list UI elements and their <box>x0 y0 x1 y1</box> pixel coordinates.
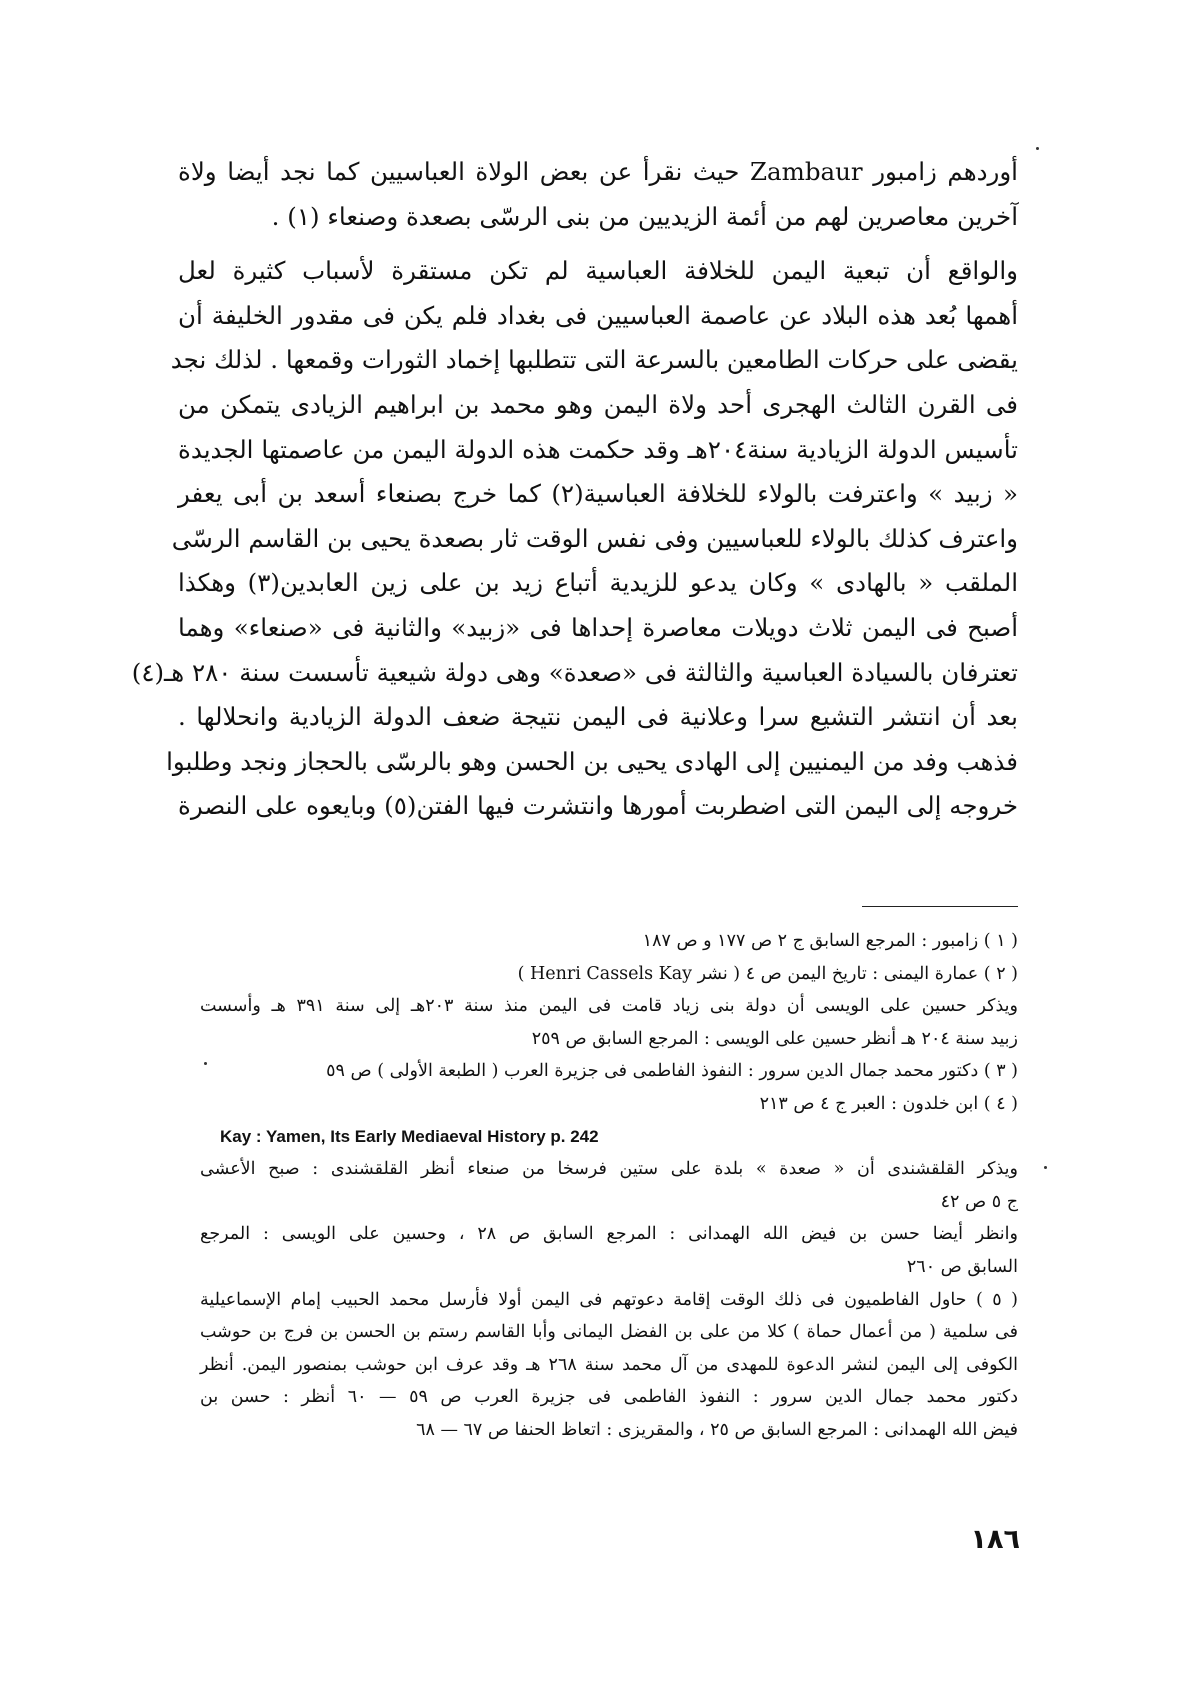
body-line: يقضى على حركات الطامعين بالسرعة التى تتطلبها إخماد الثورات وقمعها . لذلك نجد <box>170 345 1018 375</box>
footnote-reference-latin: Kay : Yamen, Its Early Mediaeval History p. 242 <box>220 1126 599 1146</box>
body-line: تأسيس الدولة الزيادية سنة٢٠٤هـ وقد حكمت هذه الدولة اليمن من عاصمتها الجديدة <box>178 434 1018 464</box>
footnote-line: السابق ص ٢٦٠ <box>906 1256 1018 1277</box>
body-line: فذهب وفد من اليمنيين إلى الهادى يحيى بن الحسن وهو بالرسّى بالحجاز ونجد وطلبوا <box>166 746 1018 776</box>
body-line: أهمها بُعد هذه البلاد عن عاصمة العباسيين فى بغداد فلم يكن فى مقدور الخليفة أن <box>178 300 1018 330</box>
scan-speck <box>204 1062 207 1065</box>
footnote-line: ويذكر القلقشندى أن « صعدة » بلدة على ستين فرسخا من صنعاء أنظر القلقشندى : صبح الأعشى <box>200 1159 1018 1180</box>
body-line: أصبح فى اليمن ثلاث دويلات معاصرة إحداها فى «زبيد» والثانية فى «صنعاء» وهما <box>178 612 1018 642</box>
footnote-line: الكوفى إلى اليمن لنشر الدعوة للمهدى من آل محمد سنة ٢٦٨ هـ وقد عرف ابن حوشب بمنصور اليمن. أنظر <box>200 1354 1018 1375</box>
footnote-line: ( ١ ) زامبور : المرجع السابق ج ٢ ص ١٧٧ و ص ١٨٧ <box>642 931 1018 951</box>
footnotes <box>200 925 1018 1447</box>
body-line: فى القرن الثالث الهجرى أحد ولاة اليمن وهو محمد بن ابراهيم الزيادى يتمكن من <box>178 389 1018 419</box>
body-line: تعترفان بالسيادة العباسية والثالثة فى «صعدة» وهى دولة شيعية تأسست سنة ٢٨٠ هـ(٤) <box>131 657 1018 687</box>
paragraph-gap <box>178 239 1018 249</box>
footnote-line: ( ٣ ) دكتور محمد جمال الدين سرور : النفوذ الفاطمى فى جزيرة العرب ( الطبعة الأولى ) ص ٥٩ <box>326 1061 1018 1082</box>
scan-speck <box>1036 147 1039 150</box>
footnote-line: ويذكر حسين على الويسى أن دولة بنى زياد قامت فى اليمن منذ سنة ٢٠٣هـ إلى سنة ٣٩١ هـ وأسست <box>200 996 1018 1017</box>
page-number: ١٨٦ <box>970 1524 1020 1555</box>
footnote-line: دكتور محمد جمال الدين سرور : النفوذ الفاطمى فى جزيرة العرب ص ٥٩ — ٦٠ أنظر : حسن بن <box>200 1387 1018 1408</box>
body-line: « زبيد » واعترفت بالولاء للخلافة العباسية(٢) كما خرج بصنعاء أسعد بن أبى يعفر <box>178 479 1018 509</box>
body-line: آخرين معاصرين لهم من أئمة الزيديين من بنى الرسّى بصعدة وصنعاء (١) . <box>271 201 1018 231</box>
footnote-line: ( ٢ ) عمارة اليمنى : تاريخ اليمن ص ٤ ( نشر Henri Cassels Kay ) <box>517 963 1018 984</box>
main-text <box>131 150 1019 829</box>
body-line: واعترف كذلك بالولاء للعباسيين وفى نفس الوقت ثار بصعدة يحيى بن القاسم الرسّى <box>171 523 1018 553</box>
body-line: أوردهم زامبور Zambaur حيث نقرأ عن بعض الولاة العباسيين كما نجد أيضا ولاة <box>178 157 1018 186</box>
scan-speck <box>1044 1166 1047 1169</box>
body-line: والواقع أن تبعية اليمن للخلافة العباسية لم تكن مستقرة لأسباب كثيرة لعل <box>178 256 1018 286</box>
footnote-line: ( ٤ ) ابن خلدون : العبر ج ٤ ص ٢١٣ <box>759 1093 1018 1114</box>
footnote-line: ( ٥ ) حاول الفاطميون فى ذلك الوقت إقامة دعوتهم فى اليمن أولا فأرسل محمد الحبيب إمام الإسماعيلية <box>200 1289 1019 1310</box>
footnote-line: فيض الله الهمدانى : المرجع السابق ص ٢٥ ، والمقريزى : اتعاظ الحنفا ص ٦٧ — ٦٨ <box>416 1419 1018 1440</box>
footnote-line: فى سلمية ( من أعمال حماة ) كلا من على بن الفضل اليمانى وأبا القاسم رستم بن الحسن بن فرج بن حوشب <box>200 1322 1018 1343</box>
footnote-line: وانظر أيضا حسن بن فيض الله الهمدانى : المرجع السابق ص ٢٨ ، وحسين على الويسى : المرجع <box>200 1224 1018 1245</box>
footnote-line: زبيد سنة ٢٠٤ هـ أنظر حسين على الويسى : المرجع السابق ص ٢٥٩ <box>531 1028 1018 1049</box>
body-line: بعد أن انتشر التشيع سرا وعلانية فى اليمن نتيجة ضعف الدولة الزيادية وانحلالها . <box>178 702 1018 732</box>
body-line: الملقب « بالهادى » وكان يدعو للزيدية أتباع زيد بن على زين العابدين(٣) وهكذا <box>178 568 1019 598</box>
body-line: خروجه إلى اليمن التى اضطربت أمورها وانتشرت فيها الفتن(٥) وبايعوه على النصرة <box>178 791 1018 821</box>
footnote-line: ج ٥ ص ٤٢ <box>940 1191 1018 1212</box>
footnote-divider <box>862 906 1018 907</box>
